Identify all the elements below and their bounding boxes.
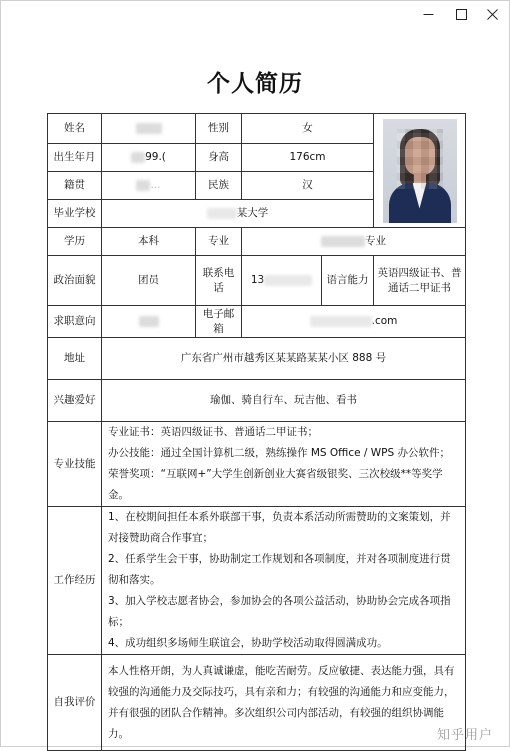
height-value: 176cm <box>242 144 374 172</box>
gender-value: 女 <box>242 114 374 144</box>
school-label: 毕业学校 <box>48 200 102 228</box>
resume-table <box>47 113 466 751</box>
skill-line: 专业证书：英语四级证书、普通话二甲证书； <box>108 426 318 438</box>
work-label: 工作经历 <box>48 507 102 655</box>
email-value <box>242 306 466 338</box>
political-value: 团员 <box>102 256 196 306</box>
native-label: 籍贯 <box>48 172 102 200</box>
gender-label: 性别 <box>196 114 242 144</box>
edu-label: 学历 <box>48 228 102 256</box>
language-value: 英语四级证书、普通话二甲证书 <box>374 256 466 306</box>
resume-title: 个人简历 <box>207 71 303 97</box>
ethnic-value: 汉 <box>242 172 374 200</box>
work-line: 2、任系学生会干事，协助制定工作规划和各项制度，并对各项制度进行贯彻和落实。 <box>108 553 451 586</box>
minimize-icon <box>423 9 434 20</box>
watermark: 知乎用户 <box>437 728 494 743</box>
title-bar <box>1 1 509 27</box>
ethnic-label: 民族 <box>196 172 242 200</box>
birth-label: 出生年月 <box>48 144 102 172</box>
skills-block <box>102 422 466 507</box>
email-value-text: .com <box>371 315 398 327</box>
close-icon <box>487 9 498 20</box>
work-line: 3、加入学校志愿者协会，参加协会的各项公益活动，协助协会完成各项指标； <box>108 595 451 628</box>
work-block <box>102 507 466 655</box>
profile-photo <box>383 119 457 223</box>
political-label: 政治面貌 <box>48 256 102 306</box>
email-label: 电子邮箱 <box>196 306 242 338</box>
name-label: 姓名 <box>48 114 102 144</box>
school-value <box>102 200 374 228</box>
major-label: 专业 <box>196 228 242 256</box>
phone-value-text: 13 <box>250 274 265 286</box>
height-label: 身高 <box>196 144 242 172</box>
major-value-text: 专业 <box>365 235 386 247</box>
hobbies-label: 兴趣爱好 <box>48 380 102 422</box>
native-value <box>102 172 196 200</box>
maximize-icon <box>456 9 467 20</box>
birth-value-text: 99.( <box>145 151 166 163</box>
birth-value <box>102 144 196 172</box>
phone-label: 联系电话 <box>196 256 242 306</box>
photo-cell <box>374 114 466 228</box>
minimize-button[interactable] <box>411 1 445 27</box>
self-eval-block <box>102 655 466 751</box>
language-label: 语言能力 <box>322 256 374 306</box>
close-button[interactable] <box>475 1 509 27</box>
edu-value: 本科 <box>102 228 196 256</box>
self-eval-text: 本人性格开朗，为人真诚谦虚，能吃苦耐劳。反应敏捷、表达能力强，具有较强的沟通能力及交际技巧，具有亲和力；有较强的沟通能力和应变能力，并有很强的团队合作精神。多次组织公司内部活动，有较强的组织协调能力。 <box>108 664 455 740</box>
skill-line: 荣誉奖项：“互联网+”大学生创新创业大赛省级银奖、三次校级**等奖学金。 <box>108 468 443 501</box>
work-line: 4、成功组织多场师生联谊会，协助学校活动取得圆满成功。 <box>108 637 388 649</box>
work-line: 1、在校期间担任本系外联部干事，负责本系活动所需赞助的文案策划，并对接赞助商合作事宜； <box>108 511 451 544</box>
hobbies-value: 瑜伽、骑自行车、玩吉他、看书 <box>102 380 466 422</box>
self-eval-label: 自我评价 <box>48 655 102 751</box>
native-value-text: ... <box>150 179 161 191</box>
job-label: 求职意向 <box>48 306 102 338</box>
major-value <box>242 228 466 256</box>
skills-label: 专业技能 <box>48 422 102 507</box>
skill-line: 办公技能：通过全国计算机二级，熟练操作 MS Office / WPS 办公软件； <box>108 447 450 459</box>
school-value-text: 某大学 <box>236 207 269 219</box>
name-value <box>102 114 196 144</box>
job-value <box>102 306 196 338</box>
maximize-button[interactable] <box>444 1 478 27</box>
address-value: 广东省广州市越秀区某某路某某小区 888 号 <box>102 338 466 380</box>
phone-value <box>242 256 322 306</box>
address-label: 地址 <box>48 338 102 380</box>
